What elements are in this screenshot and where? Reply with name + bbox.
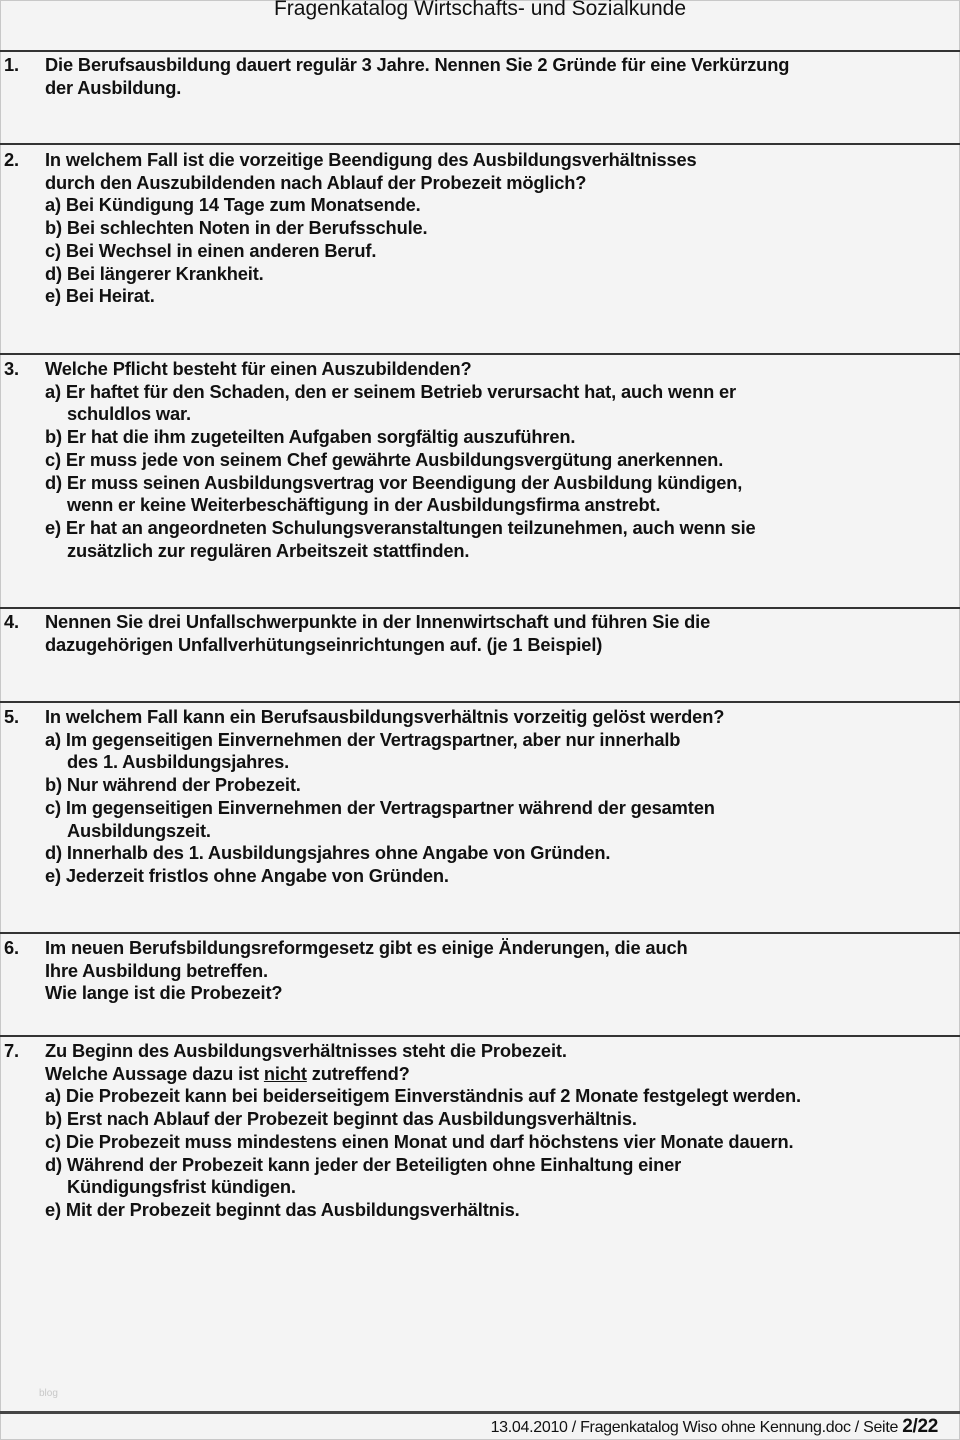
- question-line: [45, 217, 960, 240]
- line-text: a) Die Probezeit kann bei beiderseitigem Einverständnis auf 2 Monate festgelegt werden.: [45, 1085, 801, 1107]
- question-line: [67, 751, 960, 774]
- line-text: Nennen Sie drei Unfallschwerpunkte in der Innenwirtschaft und führen Sie die: [45, 611, 711, 632]
- question-line: [67, 820, 960, 843]
- line-text: e) Jederzeit fristlos ohne Angabe von Gründen.: [45, 864, 449, 886]
- line-text: Zu Beginn des Ausbildungsverhältnisses steht die Probezeit.: [45, 1040, 567, 1061]
- question-line: [45, 1154, 960, 1177]
- question-line: [45, 706, 960, 729]
- line-text: c) Im gegenseitigen Einvernehmen der Vertragspartner während der gesamten: [45, 796, 715, 818]
- question-line: [45, 381, 960, 404]
- page-footer: [491, 1416, 938, 1438]
- line-text: wenn er keine Weiterbeschäftigung in der Ausbildungsfirma anstrebt.: [67, 494, 661, 516]
- question-line: [45, 517, 960, 540]
- line-text: c) Die Probezeit muss mindestens einen Monat und darf höchstens vier Monate dauern.: [45, 1130, 794, 1152]
- divider: [0, 607, 960, 609]
- line-text: Im neuen Berufsbildungsreformgesetz gibt es einige Änderungen, die auch: [45, 937, 688, 958]
- line-text: d) Innerhalb des 1. Ausbildungsjahres ohne Angabe von Gründen.: [45, 842, 611, 864]
- line-text: Ausbildungszeit.: [67, 819, 211, 841]
- line-text: b) Nur während der Probezeit.: [45, 774, 301, 796]
- line-text: Welche Aussage dazu ist: [45, 1062, 264, 1084]
- question-line: [45, 172, 960, 195]
- underlined-word: nicht: [263, 1062, 307, 1084]
- line-text: Wie lange ist die Probezeit?: [45, 982, 283, 1004]
- line-text: der Ausbildung.: [45, 76, 182, 98]
- question-5: [0, 706, 960, 888]
- question-number: 7.: [4, 1040, 19, 1061]
- question-line: [67, 494, 960, 517]
- question-line: [45, 865, 960, 888]
- question-4: [0, 611, 960, 656]
- divider: [0, 50, 960, 52]
- divider: [0, 143, 960, 145]
- line-text: b) Bei schlechten Noten in der Berufsschule.: [45, 217, 428, 239]
- line-text: zutreffend?: [306, 1062, 410, 1084]
- line-text: des 1. Ausbildungsjahres.: [67, 751, 290, 773]
- question-2: [0, 149, 960, 308]
- question-number: 6.: [4, 937, 19, 958]
- question-line: [67, 540, 960, 563]
- question-line: [45, 449, 960, 472]
- line-text: In welchem Fall kann ein Berufsausbildungsverhältnis vorzeitig gelöst werden?: [45, 706, 725, 727]
- question-line: [45, 54, 960, 77]
- question-line: [67, 403, 960, 426]
- line-text: In welchem Fall ist die vorzeitige Beendigung des Ausbildungsverhältnisses: [45, 149, 697, 170]
- question-line: [45, 149, 960, 172]
- question-line: [45, 1108, 960, 1131]
- question-number: 3.: [4, 358, 19, 379]
- question-line: [45, 263, 960, 286]
- question-3: [0, 358, 960, 562]
- divider: [0, 932, 960, 934]
- question-line: [45, 611, 960, 634]
- question-line: [45, 77, 960, 100]
- question-line: [45, 729, 960, 752]
- question-number: 2.: [4, 149, 19, 170]
- question-line: [45, 240, 960, 263]
- question-number: 1.: [4, 54, 19, 75]
- watermark: blog: [39, 1388, 58, 1399]
- line-text: Ihre Ausbildung betreffen.: [45, 959, 268, 981]
- line-text: a) Im gegenseitigen Einvernehmen der Vertragspartner, aber nur innerhalb: [45, 728, 681, 750]
- divider: [0, 1035, 960, 1037]
- question-line: [45, 937, 960, 960]
- line-text: dazugehörigen Unfallverhütungseinrichtungen auf. (je 1 Beispiel): [45, 633, 603, 655]
- question-line: [67, 1176, 960, 1199]
- divider: [0, 1411, 960, 1414]
- question-7: [0, 1040, 960, 1222]
- question-line: [45, 774, 960, 797]
- question-line: [45, 1040, 960, 1063]
- question-line: [45, 982, 960, 1005]
- question-line: [45, 797, 960, 820]
- page-title: Fragenkatalog Wirtschafts- und Sozialkunde: [273, 0, 687, 20]
- question-6: [0, 937, 960, 1005]
- question-line: [45, 1199, 960, 1222]
- line-text: zusätzlich zur regulären Arbeitszeit stattfinden.: [67, 539, 470, 561]
- question-line: [45, 1085, 960, 1108]
- line-text: e) Mit der Probezeit beginnt das Ausbildungsverhältnis.: [45, 1198, 520, 1220]
- line-text: schuldlos war.: [67, 403, 191, 425]
- question-line: [45, 426, 960, 449]
- divider: [0, 701, 960, 703]
- question-line: [45, 472, 960, 495]
- page-number: 2/22: [902, 1416, 938, 1437]
- divider: [0, 353, 960, 355]
- question-number: 4.: [4, 611, 19, 632]
- line-text: c) Er muss jede von seinem Chef gewährte Ausbildungsvergütung anerkennen.: [45, 448, 724, 470]
- line-text: c) Bei Wechsel in einen anderen Beruf.: [45, 239, 377, 261]
- question-line: [45, 358, 960, 381]
- footer-text: 13.04.2010 / Fragenkatalog Wiso ohne Kennung.doc / Seite: [490, 1419, 903, 1436]
- line-text: e) Bei Heirat.: [45, 285, 155, 307]
- line-text: b) Erst nach Ablauf der Probezeit beginnt das Ausbildungsverhältnis.: [45, 1108, 637, 1130]
- line-text: e) Er hat an angeordneten Schulungsveranstaltungen teilzunehmen, auch wenn sie: [45, 516, 756, 538]
- question-line: [45, 842, 960, 865]
- question-1: [0, 54, 960, 99]
- line-text: durch den Auszubildenden nach Ablauf der Probezeit möglich?: [45, 171, 587, 193]
- question-line: [45, 960, 960, 983]
- question-line: [45, 194, 960, 217]
- question-line: [45, 1063, 960, 1086]
- line-text: Kündigungsfrist kündigen.: [67, 1176, 296, 1198]
- line-text: d) Während der Probezeit kann jeder der Beteiligten ohne Einhaltung einer: [45, 1153, 682, 1175]
- line-text: Die Berufsausbildung dauert regulär 3 Jahre. Nennen Sie 2 Gründe für eine Verkürzung: [45, 54, 790, 75]
- line-text: b) Er hat die ihm zugeteilten Aufgaben sorgfältig auszuführen.: [45, 426, 576, 448]
- line-text: Welche Pflicht besteht für einen Auszubildenden?: [45, 358, 472, 379]
- question-line: [45, 285, 960, 308]
- question-line: [45, 634, 960, 657]
- line-text: d) Bei längerer Krankheit.: [45, 262, 264, 284]
- line-text: a) Bei Kündigung 14 Tage zum Monatsende.: [45, 194, 421, 216]
- line-text: d) Er muss seinen Ausbildungsvertrag vor Beendigung der Ausbildung kündigen,: [45, 471, 743, 493]
- line-text: a) Er haftet für den Schaden, den er seinem Betrieb verursacht hat, auch wenn er: [45, 380, 737, 402]
- question-number: 5.: [4, 706, 19, 727]
- question-line: [45, 1131, 960, 1154]
